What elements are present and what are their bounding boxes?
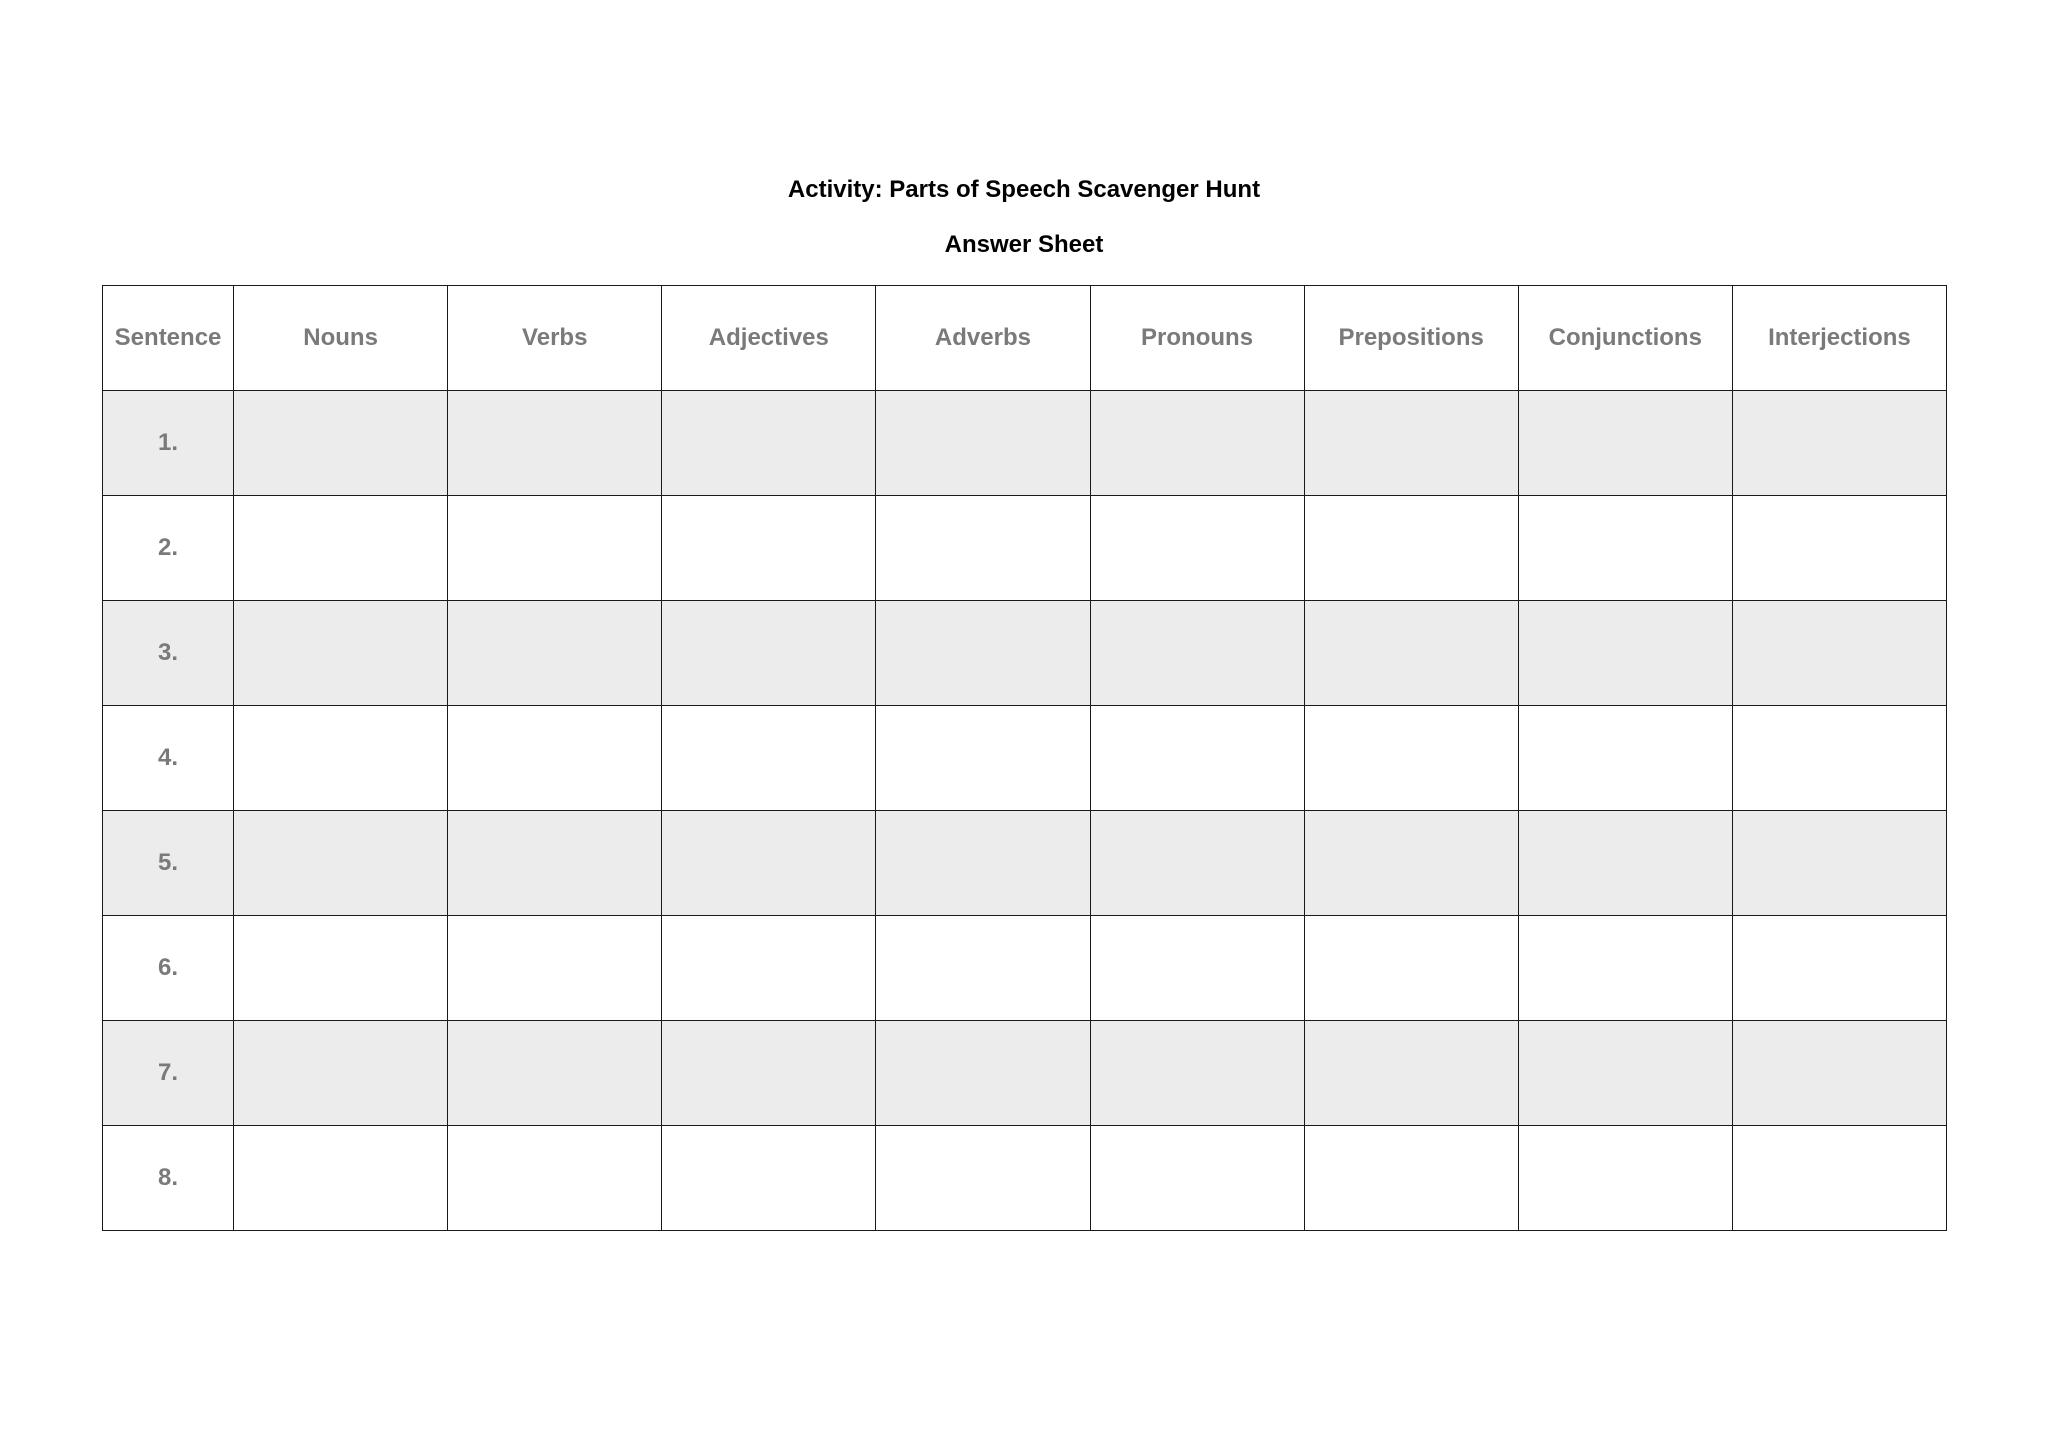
answer-cell[interactable] [1304,1126,1518,1231]
answer-cell[interactable] [1304,601,1518,706]
answer-cell[interactable] [876,496,1090,601]
answer-cell[interactable] [1732,916,1946,1021]
answer-cell[interactable] [1090,391,1304,496]
header-verbs: Verbs [448,286,662,391]
answer-cell[interactable] [1518,496,1732,601]
answer-cell[interactable] [1732,811,1946,916]
sentence-number: 4. [103,706,234,811]
sentence-number: 2. [103,496,234,601]
answer-cell[interactable] [234,601,448,706]
answer-cell[interactable] [1732,496,1946,601]
answer-cell[interactable] [662,811,876,916]
answer-cell[interactable] [1518,811,1732,916]
answer-cell[interactable] [448,916,662,1021]
answer-cell[interactable] [448,1126,662,1231]
answer-cell[interactable] [662,601,876,706]
answer-cell[interactable] [1304,496,1518,601]
answer-cell[interactable] [1732,1021,1946,1126]
answer-cell[interactable] [1518,1126,1732,1231]
table-row [103,706,1947,811]
page-subtitle: Answer Sheet [944,231,1104,258]
answer-cell[interactable] [876,811,1090,916]
answer-cell[interactable] [1732,601,1946,706]
table-row [103,391,1947,496]
answer-cell[interactable] [234,916,448,1021]
answer-cell[interactable] [448,1021,662,1126]
sentence-number: 8. [103,1126,234,1231]
header-adjectives: Adjectives [662,286,876,391]
answer-cell[interactable] [1304,916,1518,1021]
answer-cell[interactable] [234,1126,448,1231]
table-row [103,496,1947,601]
answer-cell[interactable] [662,391,876,496]
answer-cell[interactable] [662,496,876,601]
table-row [103,1021,1947,1126]
header-sentence: Sentence [103,286,234,391]
answer-cell[interactable] [234,391,448,496]
answer-cell[interactable] [234,1021,448,1126]
answer-cell[interactable] [1732,1126,1946,1231]
answer-cell[interactable] [876,1021,1090,1126]
table-row [103,1126,1947,1231]
answer-cell[interactable] [1518,391,1732,496]
answer-cell[interactable] [662,1126,876,1231]
answer-cell[interactable] [876,706,1090,811]
sentence-number: 3. [103,601,234,706]
answer-cell[interactable] [448,391,662,496]
answer-table [102,285,1947,1231]
answer-cell[interactable] [876,601,1090,706]
answer-cell[interactable] [662,916,876,1021]
answer-cell[interactable] [1090,811,1304,916]
table-row [103,601,1947,706]
answer-cell[interactable] [1304,391,1518,496]
answer-cell[interactable] [1090,916,1304,1021]
answer-cell[interactable] [1518,601,1732,706]
answer-cell[interactable] [448,811,662,916]
answer-cell[interactable] [876,1126,1090,1231]
header-interjections: Interjections [1732,286,1946,391]
header-nouns: Nouns [234,286,448,391]
answer-cell[interactable] [234,706,448,811]
answer-cell[interactable] [1304,811,1518,916]
sentence-number: 7. [103,1021,234,1126]
answer-cell[interactable] [448,601,662,706]
answer-cell[interactable] [1090,496,1304,601]
header-prepositions: Prepositions [1304,286,1518,391]
answer-cell[interactable] [1090,706,1304,811]
header-adverbs: Adverbs [876,286,1090,391]
answer-cell[interactable] [1090,1021,1304,1126]
header-row [103,286,1947,391]
page-title: Activity: Parts of Speech Scavenger Hunt [787,176,1261,203]
answer-cell[interactable] [234,811,448,916]
answer-cell[interactable] [234,496,448,601]
answer-cell[interactable] [662,706,876,811]
answer-cell[interactable] [1090,1126,1304,1231]
answer-cell[interactable] [1304,1021,1518,1126]
header-pronouns: Pronouns [1090,286,1304,391]
answer-cell[interactable] [1518,916,1732,1021]
table-row [103,811,1947,916]
answer-cell[interactable] [876,916,1090,1021]
sentence-number: 5. [103,811,234,916]
answer-cell[interactable] [1518,706,1732,811]
sentence-number: 1. [103,391,234,496]
sentence-number: 6. [103,916,234,1021]
answer-cell[interactable] [1732,706,1946,811]
answer-cell[interactable] [448,496,662,601]
answer-cell[interactable] [1732,391,1946,496]
answer-cell[interactable] [1518,1021,1732,1126]
answer-cell[interactable] [1090,601,1304,706]
table-row [103,916,1947,1021]
answer-cell[interactable] [876,391,1090,496]
answer-cell[interactable] [448,706,662,811]
answer-cell[interactable] [1304,706,1518,811]
answer-cell[interactable] [662,1021,876,1126]
header-conjunctions: Conjunctions [1518,286,1732,391]
